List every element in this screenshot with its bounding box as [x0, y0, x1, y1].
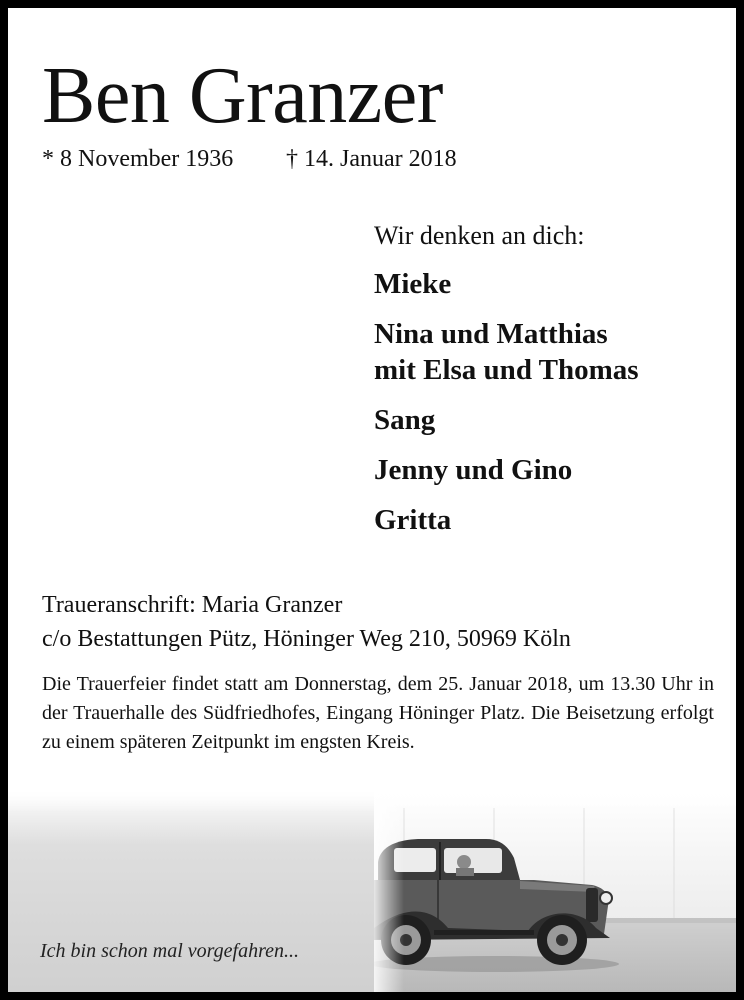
address-line-2: c/o Bestattungen Pütz, Höninger Weg 210, 50969 Köln — [42, 626, 571, 652]
ceremony-text: Die Trauerfeier findet statt am Donnerstag, dem 25. Januar 2018, um 13.30 Uhr in der Trauerhalle des Südfriedhofes, Eingang Höninger Platz. Die Beisetzung erfolgt zu einem späteren Zeitpunkt im engsten Kreis. — [42, 673, 714, 753]
birth-date: * 8 November 1936 — [42, 146, 234, 172]
family-intro: Wir denken an dich: — [374, 221, 585, 250]
family-member-gritta: Gritta — [374, 504, 452, 536]
family-member-nina-matthias: Nina und Matthias mit Elsa und Thomas — [374, 318, 639, 386]
life-dates — [42, 146, 457, 173]
family-member-jenny-gino: Jenny und Gino — [374, 454, 573, 486]
death-date: † 14. Januar 2018 — [286, 146, 457, 172]
mourning-address — [42, 588, 571, 656]
photo-top-fade — [8, 788, 736, 812]
family-block — [374, 220, 724, 552]
obituary-notice — [8, 8, 736, 992]
car-scene-image — [374, 788, 736, 992]
vintage-car-photo — [8, 788, 736, 992]
family-member-mieke: Mieke — [374, 268, 452, 300]
family-member-sang: Sang — [374, 404, 436, 436]
address-line-1: Traueranschrift: Maria Granzer — [42, 592, 343, 618]
photo-caption: Ich bin schon mal vorgefahren... — [40, 940, 300, 962]
deceased-name: Ben Granzer — [42, 52, 443, 140]
